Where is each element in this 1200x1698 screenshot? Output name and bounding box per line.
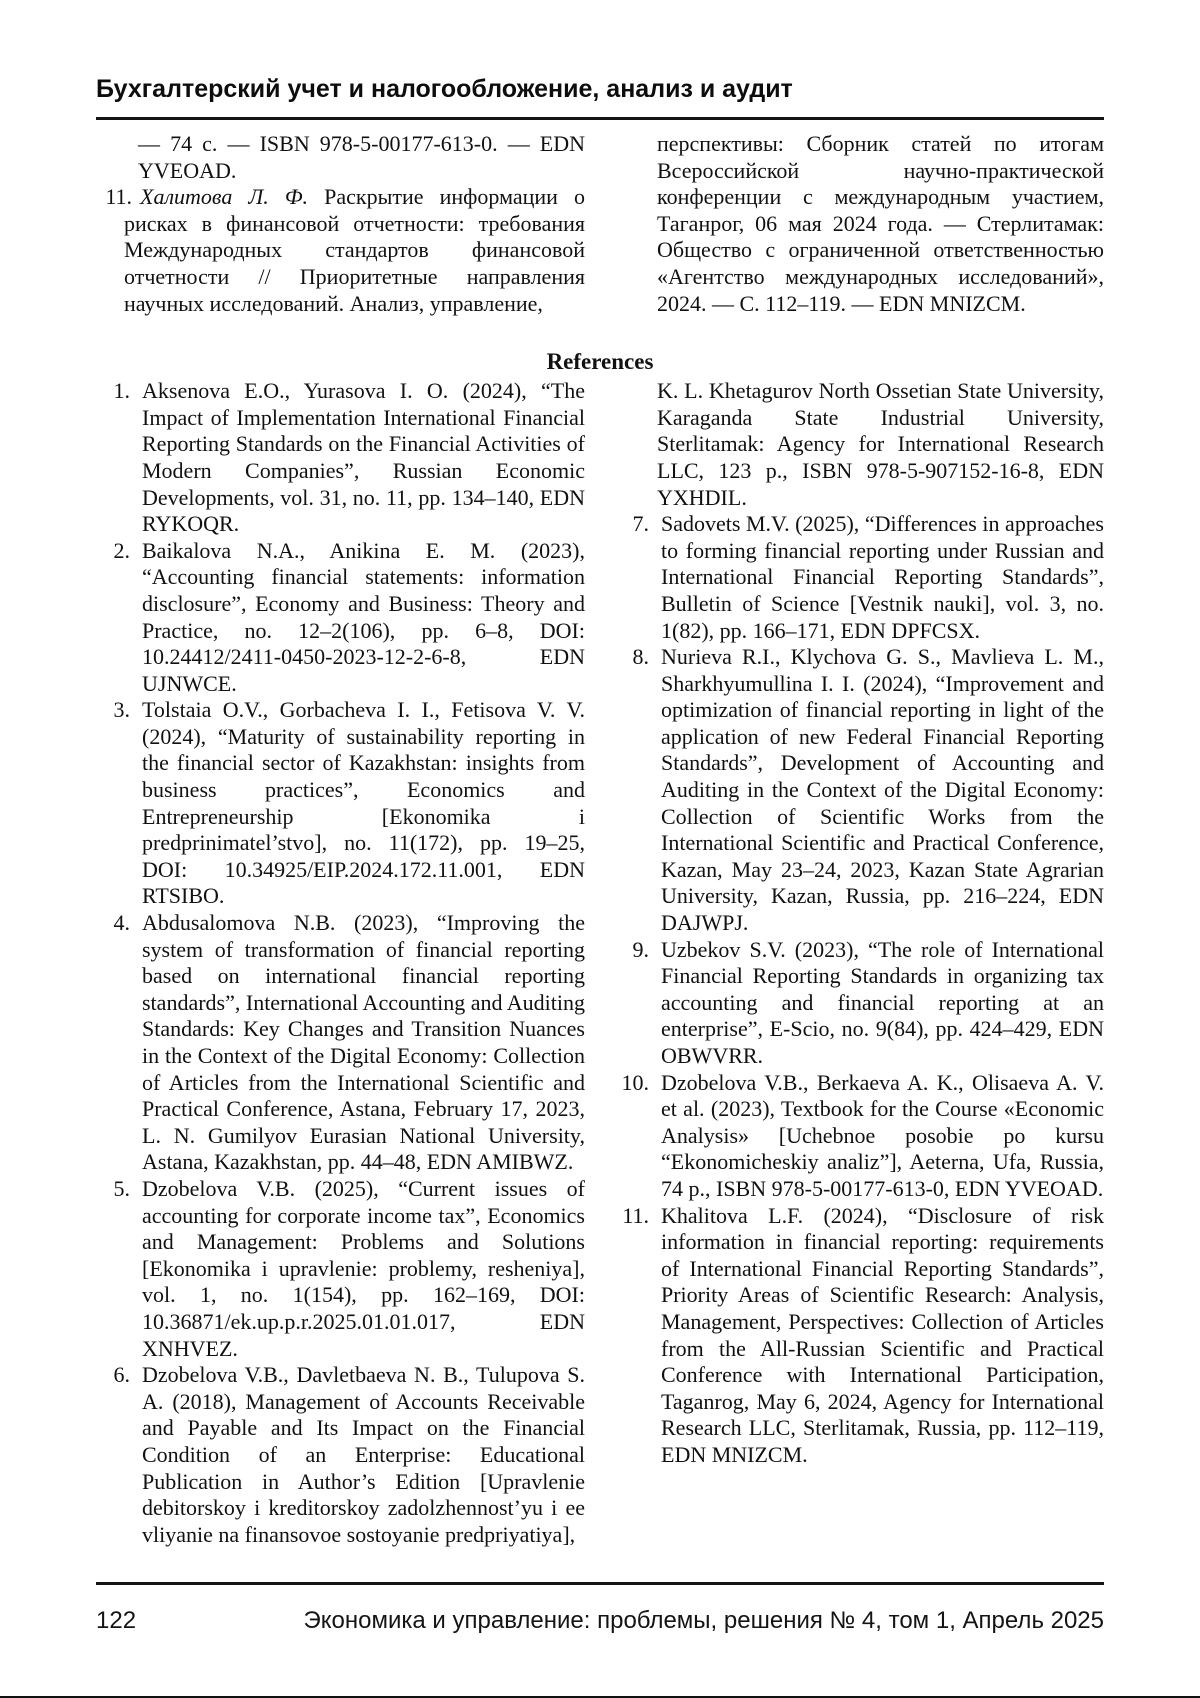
reference-item-4 (96, 910, 585, 1176)
references-left-column (96, 378, 585, 1548)
reference-text (124, 184, 585, 315)
reference-number: 7. (632, 511, 649, 537)
reference-item-5 (96, 1176, 585, 1362)
reference-item-10 (615, 1070, 1104, 1203)
author-name: Халитова Л. Ф. (140, 184, 309, 210)
reference-number: 9. (632, 936, 649, 962)
reference-text: Tolstaia O.V., Gorbacheva I. I., Fetisova V. V. (2024), “Maturity of sustainability reporting in the financial sector of Kazakhstan: insights from business practices”, Economics and Entrepreneurship [Ekonomika i predprinimatel’stvo], no. 11(172), pp. 19–25, DOI: 10.34925/EIP.2024.172.11.001, EDN RTSIBO. (142, 697, 585, 909)
reference-number: 1. (113, 378, 130, 404)
reference-continuation-ru: — 74 с. — ISBN 978-5-00177-613-0. — EDN YVEOAD. (138, 131, 585, 183)
header-rule (96, 117, 1104, 120)
reference-text: Abdusalomova N.B. (2023), “Improving the system of transformation of financial reporting based on international financial reporting standards”, International Accounting and Auditing Standards: Key Changes and Transition Nuances in the Context of the Digital Economy: Collection of Articles from the International Scientific and Practical Conference, Astana, February 17, 2023, L. N. Gumilyov Eurasian National University, Astana, Kazakhstan, pp. 44–48, EDN AMIBWZ. (142, 910, 585, 1175)
reference-number: 4. (113, 910, 130, 936)
reference-continuation-ru-right: перспективы: Сборник статей по итогам Всероссийской научно-практической конференции с международным участием, Таганрог, 06 мая 2024 года. — Стерлитамак: Общество с ограниченной ответственностью «Агентство международных исследований», 2024. — С. 112–119. — EDN MNIZCM. (657, 131, 1104, 316)
references-section (96, 378, 1104, 1548)
reference-number: 10. (621, 1069, 649, 1095)
journal-title: Экономика и управление: проблемы, решения № 4, том 1, Апрель 2025 (303, 1607, 1104, 1634)
running-head: Бухгалтерский учет и налогообложение, анализ и аудит (96, 75, 793, 103)
reference-number: 8. (632, 644, 649, 670)
reference-body: Раскрытие информации о рисках в финансовой отчетности: требования Международных стандартов финансовой отчетности // Приоритетные направления научных исследований. Анализ, управление, (124, 184, 585, 316)
reference-item-8 (615, 644, 1104, 937)
reference-item-11 (615, 1203, 1104, 1469)
references-right-column (615, 378, 1104, 1468)
reference-text: Sadovets M.V. (2025), “Differences in approaches to forming financial reporting under Russian and International Financial Reporting Standards”, Bulletin of Science [Vestnik nauki], vol. 3, no. 1(82), pp. 166–171, EDN DPFCSX. (661, 511, 1104, 643)
reference-number: 11. (622, 1202, 649, 1228)
page-content (96, 131, 1104, 1548)
reference-text: Khalitova L.F. (2024), “Disclosure of risk information in financial reporting: requirements of International Financial Reporting Standards”, Priority Areas of Scientific Research: Analysis, Management, Perspectives: Collection of Articles from the All-Russian Scientific and Practical Conference with International Participation, Taganrog, May 6, 2024, Agency for International Research LLC, Sterlitamak, Russia, pp. 112–119, EDN MNIZCM. (661, 1202, 1104, 1467)
reference-item-2 (96, 538, 585, 698)
reference-item-ru-11 (96, 184, 585, 317)
reference-text: Nurieva R.I., Klychova G. S., Mavlieva L. M., Sharkhyumullina I. I. (2024), “Improvement and optimization of financial reporting in light of the application of new Federal Financial Reporting Standards”, Development of Accounting and Auditing in the Context of the Digital Economy: Collection of Scientific Works from the International Scientific and Practical Conference, Kazan, May 23–24, 2023, Kazan State Agrarian University, Kazan, Russia, pp. 216–224, EDN DAJWPJ. (661, 644, 1104, 936)
reference-text: Baikalova N.A., Anikina E. M. (2023), “Accounting financial statements: information disclosure”, Economy and Business: Theory and Practice, no. 12–2(106), pp. 6–8, DOI: 10.24412/2411-0450-2023-12-2-6-8, EDN UJNWCE. (142, 537, 585, 696)
reference-text: Dzobelova V.B., Berkaeva A. K., Olisaeva A. V. et al. (2023), Textbook for the Course «Economic Analysis» [Uchebnoe posobie po kursu “Ekonomicheskiy analiz”], Aeterna, Ufa, Russia, 74 p., ISBN 978-5-00177-613-0, EDN YVEOAD. (661, 1069, 1104, 1201)
russian-references-section (96, 131, 1104, 317)
reference-item-6 (96, 1362, 585, 1548)
reference-number: 3. (113, 697, 130, 723)
left-column (96, 131, 585, 317)
reference-continuation-en: K. L. Khetagurov North Ossetian State University, Karaganda State Industrial University, Sterlitamak: Agency for International Research LLC, 123 p., ISBN 978-5-907152-16-8, EDN YXHDIL. (657, 378, 1104, 510)
reference-number: 2. (113, 537, 130, 563)
reference-text: Dzobelova V.B. (2025), “Current issues of accounting for corporate income tax”, Economics and Management: Problems and Solutions [Ekonomika i upravlenie: problemy, resheniya], vol. 1, no. 1(154), pp. 162–169, DOI: 10.36871/ek.up.p.r.2025.01.01.017, EDN XNHVEZ. (142, 1175, 585, 1361)
page-number: 122 (96, 1607, 137, 1634)
reference-number: 11. (105, 184, 132, 210)
reference-item-3 (96, 697, 585, 910)
references-heading: References (546, 349, 654, 375)
reference-text: Aksenova E.O., Yurasova I. O. (2024), “The Impact of Implementation International Financial Reporting Standards on the Financial Activities of Modern Companies”, Russian Economic Developments, vol. 31, no. 11, pp. 134–140, EDN RYKOQR. (142, 378, 585, 537)
reference-item-1 (96, 378, 585, 538)
reference-item-9 (615, 937, 1104, 1070)
page-header (96, 74, 1104, 120)
right-column (615, 131, 1104, 317)
reference-number: 6. (113, 1362, 130, 1388)
footer-rule (96, 1582, 1104, 1585)
reference-text: Uzbekov S.V. (2023), “The role of International Financial Reporting Standards in organizing tax accounting and financial reporting at an enterprise”, E-Scio, no. 9(84), pp. 424–429, EDN OBWVRR. (661, 936, 1104, 1068)
reference-item-7 (615, 511, 1104, 644)
page-footer (96, 1569, 1104, 1635)
reference-number: 5. (113, 1175, 130, 1201)
reference-text: Dzobelova V.B., Davletbaeva N. B., Tulupova S. A. (2018), Management of Accounts Receivable and Payable and Its Impact on the Financial Condition of an Enterprise: Educational Publication in Author’s Edition [Upravlenie debitorskoy i kreditorskoy zadolzhennost’yu i ee vliyanie na finansovoe sostoyanie predpriyatiya], (142, 1362, 585, 1547)
